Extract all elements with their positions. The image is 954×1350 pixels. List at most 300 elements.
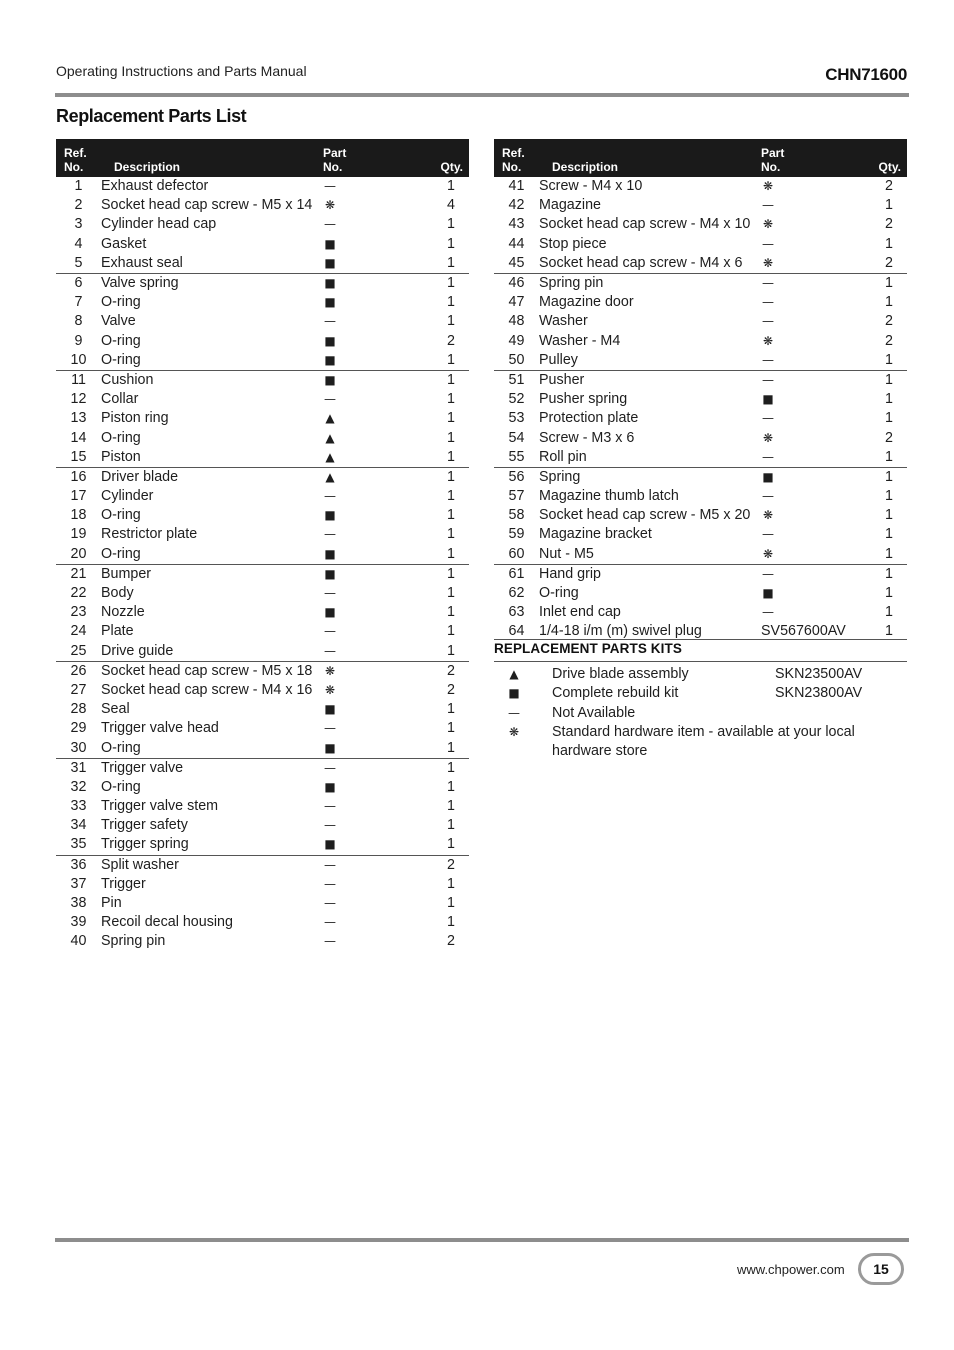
qty-cell: 1 [447,875,455,892]
part-number-cell: ❋ [762,217,774,232]
header-description: Description [539,139,761,177]
table-row [56,254,469,274]
ref-cell: 28 [70,701,87,718]
description-cell: Trigger [101,875,146,892]
description-cell: Hand grip [539,565,601,582]
kits-divider-top [494,639,907,640]
description-cell: Trigger valve head [101,720,219,737]
qty-cell: 1 [885,507,893,524]
description-cell: Socket head cap screw - M4 x 6 [539,254,761,274]
ref-cell: 22 [70,585,87,602]
description-cell: Stop piece [539,235,607,252]
description-cell: Nut - M5 [539,545,761,565]
ref-cell: 31 [70,759,87,776]
ref-cell: 33 [70,798,87,815]
ref-cell: 62 [508,585,525,602]
description-cell: Magazine bracket [539,526,652,543]
part-number-cell: — [324,392,336,407]
qty-cell: 1 [885,371,893,388]
qty-cell: 1 [447,817,455,834]
ref-cell: 46 [508,275,525,292]
table-row [494,235,907,254]
qty-cell: 1 [885,410,893,427]
table-row [56,351,469,371]
part-number-cell: — [324,217,336,232]
part-number-cell: ■ [762,392,774,407]
part-number-cell: ❋ [324,682,336,697]
ref-cell: 20 [56,545,101,565]
ref-cell: 54 [508,429,525,446]
ref-cell: 9 [74,332,83,349]
description-cell: O-ring [101,332,141,349]
description-cell: Bumper [101,565,152,582]
part-number-cell: — [324,857,336,872]
part-number-cell: — [762,489,774,504]
qty-cell: 2 [885,429,893,446]
table-row [56,409,469,428]
part-number-cell: — [324,624,336,639]
table-row [56,273,469,293]
model-number: CHN71600 [825,65,907,84]
table-row [56,428,469,447]
part-number-cell: — [762,605,774,620]
qty-cell: 1 [885,197,893,214]
qty-cell: 1 [399,254,469,274]
table-row [494,409,907,428]
ref-cell: 32 [70,778,87,795]
table-row [494,215,907,234]
qty-cell: 1 [885,391,893,408]
kit-row [494,723,907,762]
table-row [56,622,469,641]
qty-cell: 1 [447,429,455,446]
ref-cell: 17 [70,488,87,505]
ref-cell: 3 [74,216,83,233]
qty-cell: 1 [447,604,455,621]
table-row [494,177,907,196]
description-cell: Piston ring [101,410,169,427]
table-row [494,370,907,390]
ref-cell: 45 [494,254,539,274]
qty-cell: 1 [885,488,893,505]
description-cell: Pusher [539,371,585,388]
qty-cell: 1 [885,604,893,621]
ref-cell: 48 [508,313,525,330]
qty-cell: 1 [447,410,455,427]
table-row [494,273,907,293]
description-cell: Valve [101,313,136,330]
description-cell: O-ring [101,545,323,565]
qty-cell: 1 [447,313,455,330]
qty-cell: 1 [885,468,893,485]
description-cell: O-ring [101,429,141,446]
ref-cell: 29 [70,720,87,737]
ref-cell: 35 [56,835,101,855]
table-row [56,390,469,409]
description-cell: O-ring [101,351,323,371]
part-number-cell: ❋ [324,198,336,213]
table-row [494,196,907,215]
ref-cell: 40 [70,933,87,950]
table-row [56,370,469,390]
ref-cell: 59 [508,526,525,543]
ref-cell: 25 [56,642,101,662]
ref-cell: 64 [508,623,525,640]
qty-cell: 1 [447,895,455,912]
part-number-cell: — [324,934,336,949]
description-cell: Valve spring [101,275,179,292]
part-number-cell: ❋ [761,545,861,565]
table-row [56,816,469,835]
description-cell: Spring [539,468,581,485]
description-cell: Screw - M3 x 6 [539,429,635,446]
description-cell: Restrictor plate [101,526,198,543]
ref-cell: 57 [508,488,525,505]
part-number-cell: — [762,527,774,542]
ref-cell: 53 [508,410,525,427]
part-number-cell: ■ [324,276,336,291]
table-row [56,719,469,738]
table-row [494,293,907,312]
ref-cell: 4 [74,235,83,252]
description-cell: Socket head cap screw - M4 x 10 [539,216,751,233]
table-row [56,564,469,584]
ref-cell: 15 [56,448,101,468]
qty-cell: 1 [861,545,907,565]
part-number-cell: — [762,295,774,310]
part-number-cell: — [761,448,861,468]
kit-description: Drive blade assembly [552,666,689,682]
header-ref: Ref. No. [56,139,101,177]
part-number-cell: ■ [324,605,336,620]
description-cell: Drive guide [101,642,323,662]
kit-description: Not Available [552,704,636,721]
qty-cell: 1 [447,759,455,776]
description-cell: Pin [101,895,122,912]
table-row [56,875,469,894]
header-description: Description [101,139,323,177]
table-row [56,467,469,487]
table-row [56,603,469,622]
part-number-cell: — [762,236,774,251]
part-number-cell: — [762,372,774,387]
ref-cell: 49 [508,332,525,349]
description-cell: Gasket [101,235,147,252]
kit-part-number: SKN23500AV [775,666,863,682]
ref-cell: 7 [74,294,83,311]
description-cell: Plate [101,623,134,640]
qty-cell: 1 [447,488,455,505]
table-row [56,835,469,855]
part-number-cell: ■ [324,295,336,310]
ref-cell: 19 [70,526,87,543]
table-row [56,894,469,913]
ref-cell: 5 [56,254,101,274]
table-row [494,312,907,331]
kit-symbol: ▲ [509,667,519,681]
qty-cell: 1 [885,526,893,543]
table-row [494,603,907,622]
table-row [56,642,469,662]
description-cell: Exhaust seal [101,254,323,274]
description-cell: Socket head cap screw - M5 x 20 [539,507,751,524]
table-row [56,235,469,254]
qty-cell: 2 [447,933,455,950]
description-cell: O-ring [101,778,141,795]
ref-cell: 39 [70,914,87,931]
table-row [56,448,469,468]
part-number-cell: ■ [323,835,399,855]
table-row [494,545,907,565]
qty-cell: 1 [885,623,893,640]
part-number-cell: — [324,721,336,736]
part-number-cell: ▲ [325,430,335,445]
description-cell: Driver blade [101,468,179,485]
description-cell: Body [101,585,134,602]
ref-cell: 8 [74,313,83,330]
table-row [56,681,469,700]
part-number-cell: — [762,198,774,213]
ref-cell: 30 [56,738,101,758]
table-row [56,797,469,816]
table-row [494,390,907,409]
qty-cell: 1 [399,642,469,662]
ref-cell: 58 [508,507,525,524]
ref-cell: 38 [70,895,87,912]
description-cell: Magazine [539,197,601,214]
description-cell: Exhaust defector [101,178,209,195]
ref-cell: 51 [508,371,525,388]
table-row [56,661,469,681]
qty-cell: 1 [861,448,907,468]
part-number-cell: — [762,566,774,581]
qty-cell: 1 [447,798,455,815]
qty-cell: 2 [885,313,893,330]
part-number-cell: — [324,760,336,775]
part-number-cell: ❋ [762,333,774,348]
qty-cell: 1 [399,835,469,855]
description-cell: 1/4-18 i/m (m) swivel plug [539,623,702,640]
part-number-cell: — [324,586,336,601]
table-row [494,448,907,468]
qty-cell: 2 [861,254,907,274]
description-cell: O-ring [539,585,579,602]
description-cell: Nozzle [101,604,145,621]
qty-cell: 2 [447,681,455,698]
part-number-cell: ❋ [762,430,774,445]
description-cell: Screw - M4 x 10 [539,178,643,195]
kit-description: Standard hardware item - available at your local hardware store [552,723,855,760]
table-row [56,584,469,603]
ref-cell: 52 [508,391,525,408]
table-row [494,525,907,544]
description-cell: Spring pin [101,933,166,950]
section-title: Replacement Parts List [56,106,247,126]
part-number-cell: ■ [323,254,399,274]
qty-cell: 1 [447,623,455,640]
part-number-cell: ▲ [323,448,399,468]
header-part: Part No. [323,139,399,177]
description-cell: Seal [101,701,130,718]
qty-cell: 1 [399,351,469,371]
table-row [56,293,469,312]
kits-legend [494,665,907,761]
qty-cell: 1 [447,585,455,602]
description-cell: Trigger safety [101,817,188,834]
table-row [56,778,469,797]
table-row [56,545,469,565]
description-cell: Magazine thumb latch [539,488,679,505]
qty-cell: 1 [399,448,469,468]
qty-cell: 1 [885,565,893,582]
table-row [56,855,469,875]
ref-cell: 10 [56,351,101,371]
qty-cell: 4 [447,197,455,214]
description-cell: Roll pin [539,448,761,468]
table-row [494,351,907,371]
qty-cell: 1 [447,565,455,582]
qty-cell: 2 [885,178,893,195]
qty-cell: 1 [447,720,455,737]
ref-cell: 43 [508,216,525,233]
page-number: 15 [858,1253,904,1285]
part-number-cell: ■ [324,372,336,387]
ref-cell: 61 [508,565,525,582]
qty-cell: 1 [447,468,455,485]
qty-cell: 1 [447,235,455,252]
header-qty: Qty. [861,139,907,177]
description-cell: Socket head cap screw - M4 x 16 [101,681,313,698]
ref-cell: 42 [508,197,525,214]
footer-divider [55,1238,909,1242]
part-number-cell: ■ [323,545,399,565]
description-cell: Piston [101,448,323,468]
ref-cell: 12 [70,391,87,408]
part-number-cell: — [761,351,861,371]
ref-cell: 36 [70,856,87,873]
description-cell: Split washer [101,856,179,873]
table-row [494,584,907,603]
qty-cell: 1 [447,914,455,931]
part-number-cell: — [762,411,774,426]
part-number-cell: — [762,314,774,329]
qty-cell: 1 [447,275,455,292]
ref-cell: 27 [70,681,87,698]
description-cell: Washer [539,313,588,330]
description-cell: Magazine door [539,294,634,311]
part-number-cell: ❋ [761,254,861,274]
table-row [494,487,907,506]
qty-cell: 1 [447,507,455,524]
manual-title: Operating Instructions and Parts Manual [56,63,307,79]
qty-cell: 2 [447,332,455,349]
footer-url: www.chpower.com [737,1262,845,1277]
table-row [494,254,907,274]
header-part: Part No. [761,139,861,177]
parts-table-left [56,139,469,952]
qty-cell: 1 [447,178,455,195]
description-cell: Collar [101,391,139,408]
part-number-cell: SV567600AV [761,623,846,640]
qty-cell: 1 [885,235,893,252]
kit-row [494,684,907,703]
ref-cell: 44 [508,235,525,252]
qty-cell: 1 [447,371,455,388]
ref-cell: 23 [70,604,87,621]
qty-cell: 2 [447,856,455,873]
table-row [494,506,907,525]
table-row [56,738,469,758]
part-number-cell: — [324,489,336,504]
part-number-cell: — [762,276,774,291]
parts-table-right [494,139,907,642]
kits-title: REPLACEMENT PARTS KITS [494,641,682,656]
kit-symbol: — [508,705,520,720]
ref-cell: 16 [70,468,87,485]
part-number-cell: — [324,527,336,542]
table-row [56,332,469,351]
kit-row [494,665,907,684]
part-number-cell: — [324,314,336,329]
description-cell: Cylinder head cap [101,216,217,233]
part-number-cell: ■ [762,469,774,484]
description-cell: Trigger valve [101,759,184,776]
description-cell: Cylinder [101,488,154,505]
table-row [494,332,907,351]
header-qty: Qty. [399,139,469,177]
kit-symbol: ■ [508,686,520,701]
part-number-cell: ■ [323,351,399,371]
part-number-cell: — [324,876,336,891]
ref-cell: 26 [70,662,87,679]
table-header-row [494,139,907,177]
ref-cell: 21 [70,565,87,582]
table-header-row [56,139,469,177]
description-cell: Trigger spring [101,835,323,855]
table-row [56,215,469,234]
parts-table-left-body [56,177,469,952]
part-number-cell: ■ [324,508,336,523]
description-cell: Spring pin [539,275,604,292]
table-row [56,312,469,331]
ref-cell: 6 [74,275,83,292]
qty-cell: 1 [447,294,455,311]
part-number-cell: ■ [324,779,336,794]
description-cell: Cushion [101,371,154,388]
table-row [56,506,469,525]
qty-cell: 1 [447,701,455,718]
kit-row [494,704,907,723]
table-row [494,467,907,487]
part-number-cell: ❋ [324,663,336,678]
part-number-cell: — [324,896,336,911]
table-row [56,700,469,719]
ref-cell: 37 [70,875,87,892]
part-number-cell: — [324,179,336,194]
ref-cell: 13 [70,410,87,427]
table-row [56,177,469,196]
description-cell: Inlet end cap [539,604,621,621]
table-row [56,758,469,778]
ref-cell: 55 [494,448,539,468]
part-number-cell: ▲ [325,469,335,484]
table-row [56,196,469,215]
description-cell: Trigger valve stem [101,798,219,815]
description-cell: O-ring [101,294,141,311]
qty-cell: 1 [447,778,455,795]
description-cell: Pusher spring [539,391,628,408]
header-ref: Ref. No. [494,139,539,177]
